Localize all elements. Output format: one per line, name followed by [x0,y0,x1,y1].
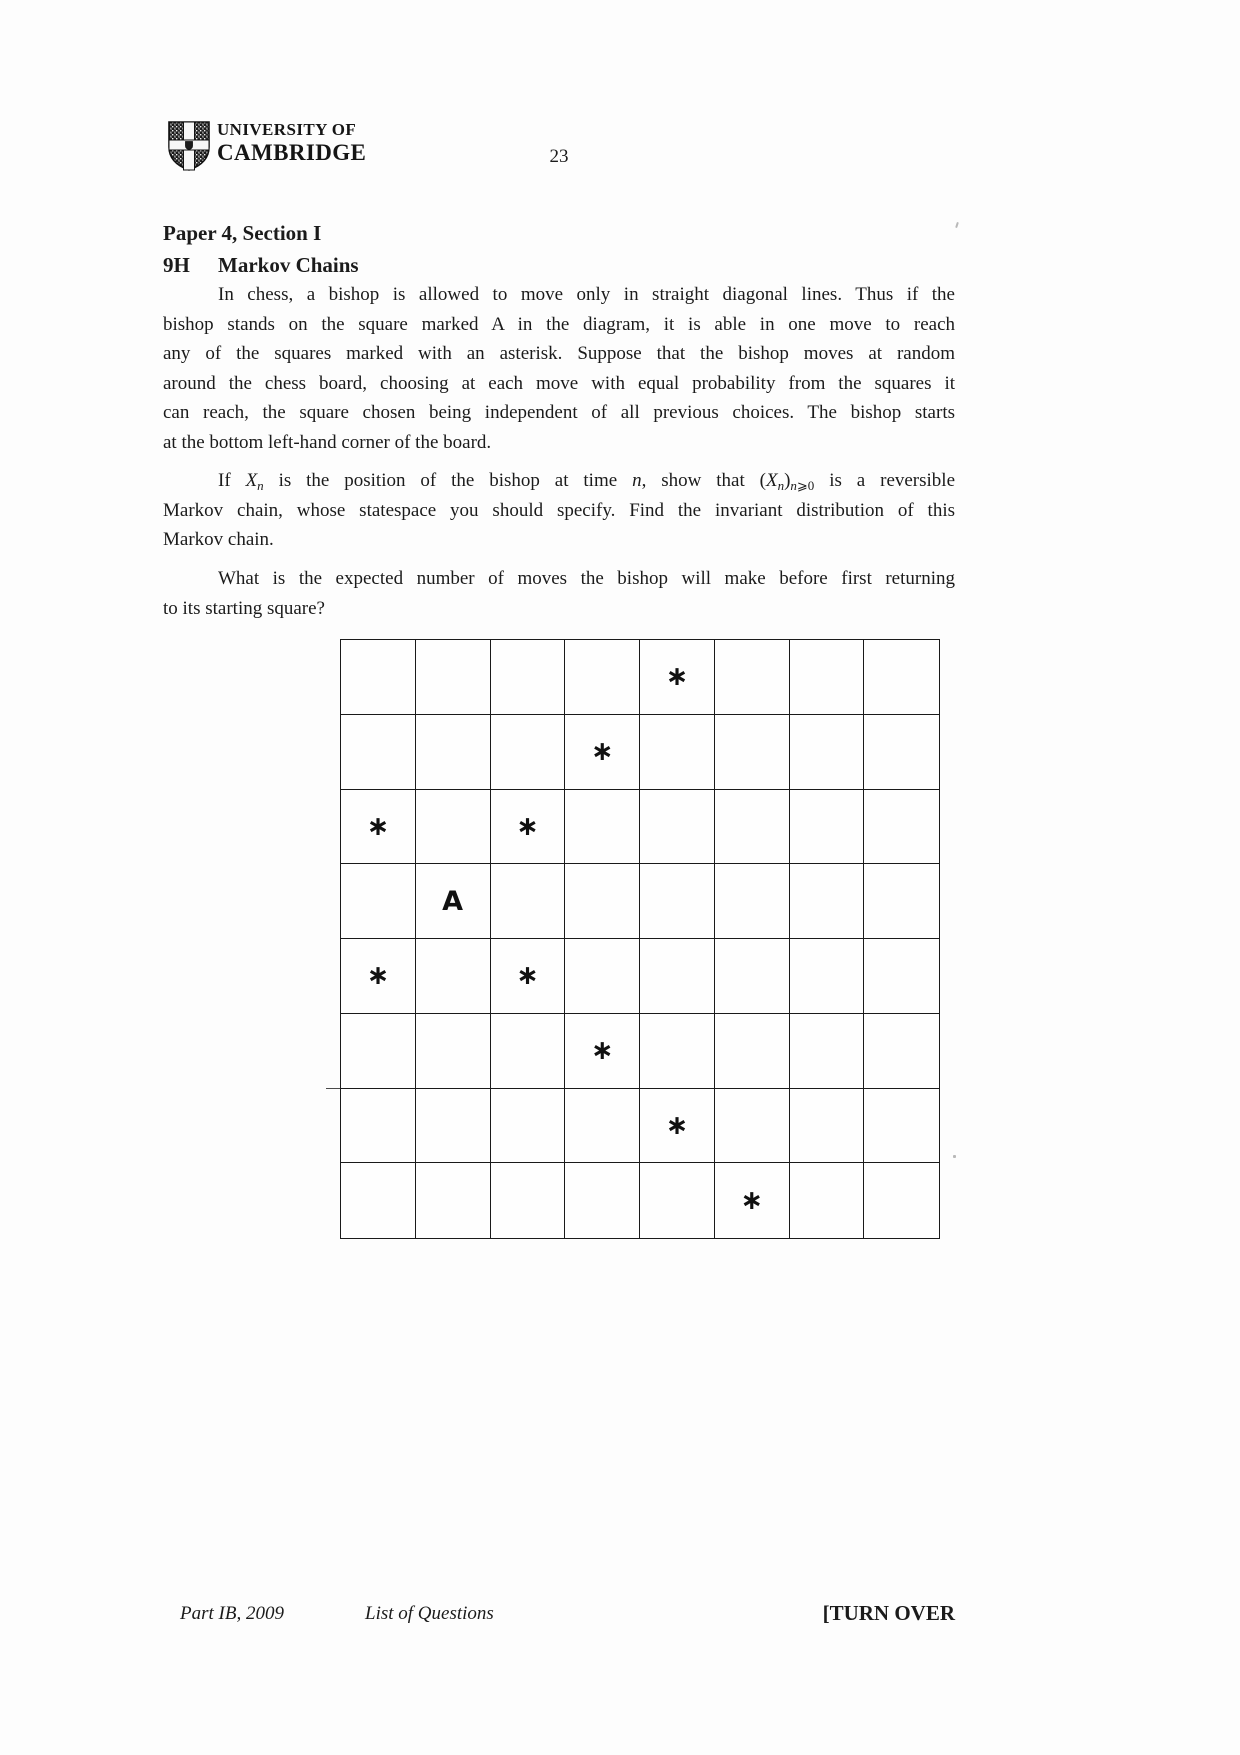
board-cell [416,1014,491,1089]
question-heading [163,253,955,278]
board-cell [416,790,491,865]
board-cell [864,715,939,790]
logo-line-2: CAMBRIDGE [217,140,367,165]
asterisk-mark: ∗ [740,1185,763,1217]
text-line-math [163,466,955,496]
board-cell [790,1089,865,1164]
text-segment: is a reversible [814,470,956,491]
text-line: can reach, the square chosen being independent of all previous choices. The bishop starts [163,402,955,423]
board-cell [715,1089,790,1164]
board-cell [864,1163,939,1238]
asterisk-mark: ∗ [366,960,390,992]
page-number: 23 [549,146,569,167]
footer-turn-over: [TURN OVER [822,1601,955,1625]
board-cell [341,864,416,939]
board-cell [715,1014,790,1089]
text-segment: is the position of the bishop at time [263,470,633,491]
board-cell [341,939,416,1014]
board-cell [790,1163,865,1238]
board-cell [565,864,640,939]
board-cell [565,939,640,1014]
board-cell [715,640,790,715]
bishop-square-label: A [442,885,464,917]
board-cell [491,864,566,939]
question-title: Markov Chains [218,253,359,277]
board-cell [790,1014,865,1089]
asterisk-mark: ∗ [366,810,390,842]
board-cell [790,790,865,865]
board-cell [715,939,790,1014]
board-cell [715,1163,790,1238]
math-variable: X [245,470,258,491]
footer-exam-part: Part IB, 2009 [180,1603,284,1624]
board-cell [640,640,715,715]
text-line: bishop stands on the square marked A in the diagram, it is able in one move to reach [163,313,955,335]
question-paragraph-1 [163,280,955,457]
asterisk-mark: ∗ [590,1035,614,1067]
board-cell [565,790,640,865]
asterisk-mark: ∗ [516,960,539,992]
board-left-tick-mark [326,1088,340,1089]
board-cell [640,1089,715,1164]
board-cell [640,715,715,790]
board-cell [640,1014,715,1089]
board-cell [341,790,416,865]
board-cell [640,790,715,865]
footer-document-title: List of Questions [365,1603,494,1624]
board-cell [416,640,491,715]
board-cell [491,715,566,790]
board-cell [640,939,715,1014]
logo-line-1: UNIVERSITY OF [217,120,357,139]
board-cell [640,1163,715,1238]
board-cell [416,715,491,790]
board-cell [341,715,416,790]
scan-artifact [955,222,959,228]
board-cell [416,864,491,939]
question-number: 9H [163,253,190,277]
board-cell [491,939,566,1014]
text-line: In chess, a bishop is allowed to move only in straight diagonal lines. Thus if the [218,284,955,305]
board-cell [565,640,640,715]
chess-board-diagram [340,639,940,1239]
board-cell [864,790,939,865]
math-variable: n [632,470,642,491]
math-subscript: n [777,478,785,493]
board-cell [715,790,790,865]
board-cell [491,1014,566,1089]
board-cell [864,640,939,715]
asterisk-mark: ∗ [516,810,539,842]
paper-section-heading: Paper 4, Section I [163,221,322,245]
board-cell [341,640,416,715]
page-footer [0,1603,1240,1633]
board-cell [864,939,939,1014]
board-cell [640,864,715,939]
text-line: Markov chain. [163,529,274,550]
text-line: What is the expected number of moves the bishop will make before first returning [218,568,955,589]
board-cell [416,939,491,1014]
text-segment: ) [784,470,791,491]
board-cell [790,864,865,939]
math-subscript: n [790,478,797,493]
board-cell [491,790,566,865]
question-paragraph-2 [163,466,955,555]
text-line: Markov chain, whose statespace you should specify. Find the invariant distribution of this [163,499,955,521]
board-cell [341,1014,416,1089]
board-cell [565,1089,640,1164]
text-segment: If [218,470,246,491]
board-cell [341,1163,416,1238]
board-cell [864,1014,939,1089]
board-cell [565,715,640,790]
board-cell [715,864,790,939]
math-subscript: n [257,478,264,493]
board-cell [864,864,939,939]
board-cell [565,1163,640,1238]
board-cell [565,1014,640,1089]
board-cell [790,715,865,790]
math-variable: X [765,470,778,491]
question-paragraph-3 [163,564,955,623]
board-cell [864,1089,939,1164]
asterisk-mark: ∗ [665,1109,689,1141]
board-cell [491,1089,566,1164]
board-cell [416,1163,491,1238]
board-cell [790,939,865,1014]
text-line: to its starting square? [163,597,325,619]
board-cell [491,640,566,715]
text-line: any of the squares marked with an asterisk. Suppose that the bishop moves at random [163,343,955,364]
board-cell [341,1089,416,1164]
scan-artifact [953,1155,956,1158]
board-cell [790,640,865,715]
math-subscript: ⩾0 [796,478,815,493]
asterisk-mark: ∗ [590,736,614,768]
text-line: around the chess board, choosing at each move with equal probability from the squares it [163,372,955,394]
board-cell [491,1163,566,1238]
board-cell [715,715,790,790]
board-cell [416,1089,491,1164]
text-line: at the bottom left-hand corner of the board. [163,431,492,453]
asterisk-mark: ∗ [665,661,689,693]
text-segment: , show that ( [641,470,766,491]
